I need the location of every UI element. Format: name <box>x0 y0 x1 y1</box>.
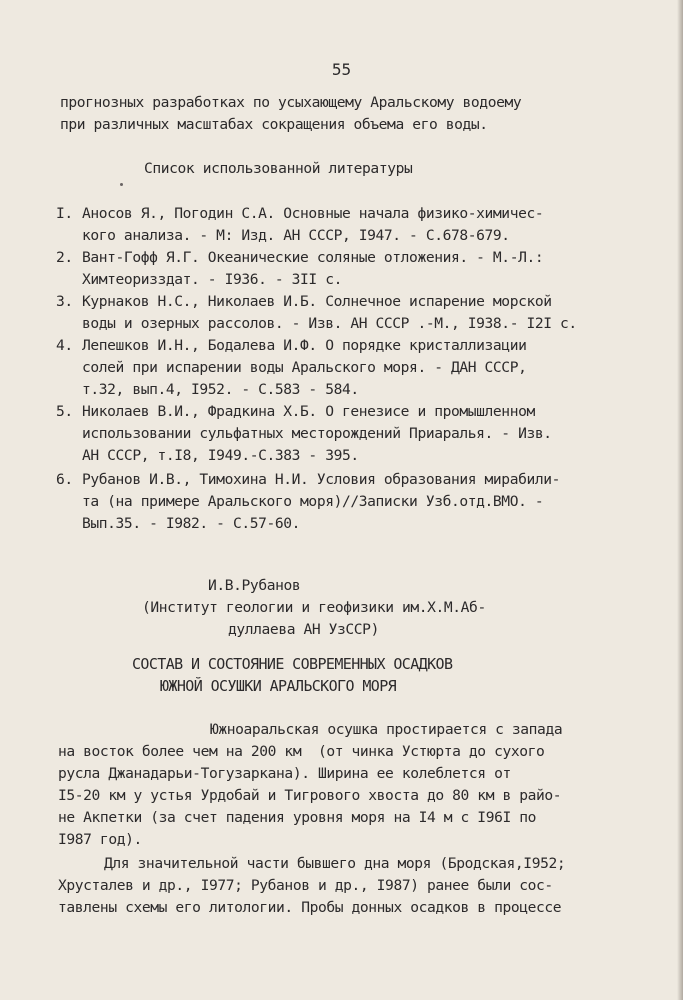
reference-number: 6. <box>56 471 73 488</box>
reference-line: Аносов Я., Погодин С.А. Основные начала физико-химичес- <box>82 205 544 222</box>
reference-number: 5. <box>56 403 73 420</box>
article-author: И.В.Рубанов <box>208 577 301 594</box>
reference-line: воды и озерных рассолов. - Изв. АН СССР .-М., I938.- I2I с. <box>82 315 577 332</box>
body-text-line: на восток более чем на 200 км (от чинка Устюрта до сухого <box>58 743 545 760</box>
body-text-line: I987 год). <box>58 831 142 848</box>
article-affiliation: дуллаева АН УзССР) <box>228 621 379 638</box>
reference-line: Рубанов И.В., Тимохина Н.И. Условия образования мирабили- <box>82 471 561 488</box>
body-text-line: Южноаральская осушка простирается с запада <box>210 721 563 738</box>
references-heading: Список использованной литературы <box>144 160 413 177</box>
reference-line: использовании сульфатных месторождений Приаралья. - Изв. <box>82 425 552 442</box>
page-edge-shadow <box>677 0 683 1000</box>
reference-line: солей при испарении воды Аральского моря. - ДАН СССР, <box>82 359 527 376</box>
reference-number: 2. <box>56 249 73 266</box>
reference-line: кого анализа. - М: Изд. АН СССР, I947. - С.678-679. <box>82 227 510 244</box>
body-text-line: русла Джанадарьи-Тогузаркана). Ширина ее колеблется от <box>58 765 511 782</box>
body-text-line: тавлены схемы его литологии. Пробы донных осадков в процессе <box>58 899 562 916</box>
article-title: ЮЖНОЙ ОСУШКИ АРАЛЬСКОГО МОРЯ <box>160 677 397 695</box>
reference-number: 3. <box>56 293 73 310</box>
intro-line: при различных масштабах сокращения объема его воды. <box>60 116 488 133</box>
reference-line: Николаев В.И., Фрадкина Х.Б. О генезисе и промышленном <box>82 403 535 420</box>
article-title: СОСТАВ И СОСТОЯНИЕ СОВРЕМЕННЫХ ОСАДКОВ <box>132 655 453 673</box>
reference-line: Курнаков Н.С., Николаев И.Б. Солнечное испарение морской <box>82 293 552 310</box>
body-text-line: Для значительной части бывшего дна моря (Бродская,I952; <box>104 855 566 872</box>
reference-number: I. <box>56 205 73 222</box>
reference-line: та (на примере Аральского моря)//Записки Узб.отд.ВМО. - <box>82 493 544 510</box>
reference-line: Лепешков И.Н., Бодалева И.Ф. О порядке кристаллизации <box>82 337 527 354</box>
intro-line: прогнозных разработках по усыхающему Аральскому водоему <box>60 94 522 111</box>
reference-line: Вып.35. - I982. - С.57-60. <box>82 515 301 532</box>
reference-number: 4. <box>56 337 73 354</box>
reference-line: АН СССР, т.I8, I949.-С.383 - 395. <box>82 447 359 464</box>
article-affiliation: (Институт геологии и геофизики им.Х.М.Аб- <box>142 599 486 616</box>
reference-line: т.32, вып.4, I952. - С.583 - 584. <box>82 381 359 398</box>
reference-line: Химтеоризздат. - I936. - 3II с. <box>82 271 342 288</box>
ink-speck <box>120 183 123 186</box>
page-number: 55 <box>331 60 352 79</box>
body-text-line: не Акпетки (за счет падения уровня моря на I4 м с I96I по <box>58 809 537 826</box>
reference-line: Вант-Гофф Я.Г. Океанические соляные отложения. - М.-Л.: <box>82 249 544 266</box>
body-text-line: I5-20 км у устья Урдобай и Тигрового хвоста до 80 км в райо- <box>58 787 562 804</box>
body-text-line: Хрусталев и др., I977; Рубанов и др., I987) ранее были сос- <box>58 877 553 894</box>
